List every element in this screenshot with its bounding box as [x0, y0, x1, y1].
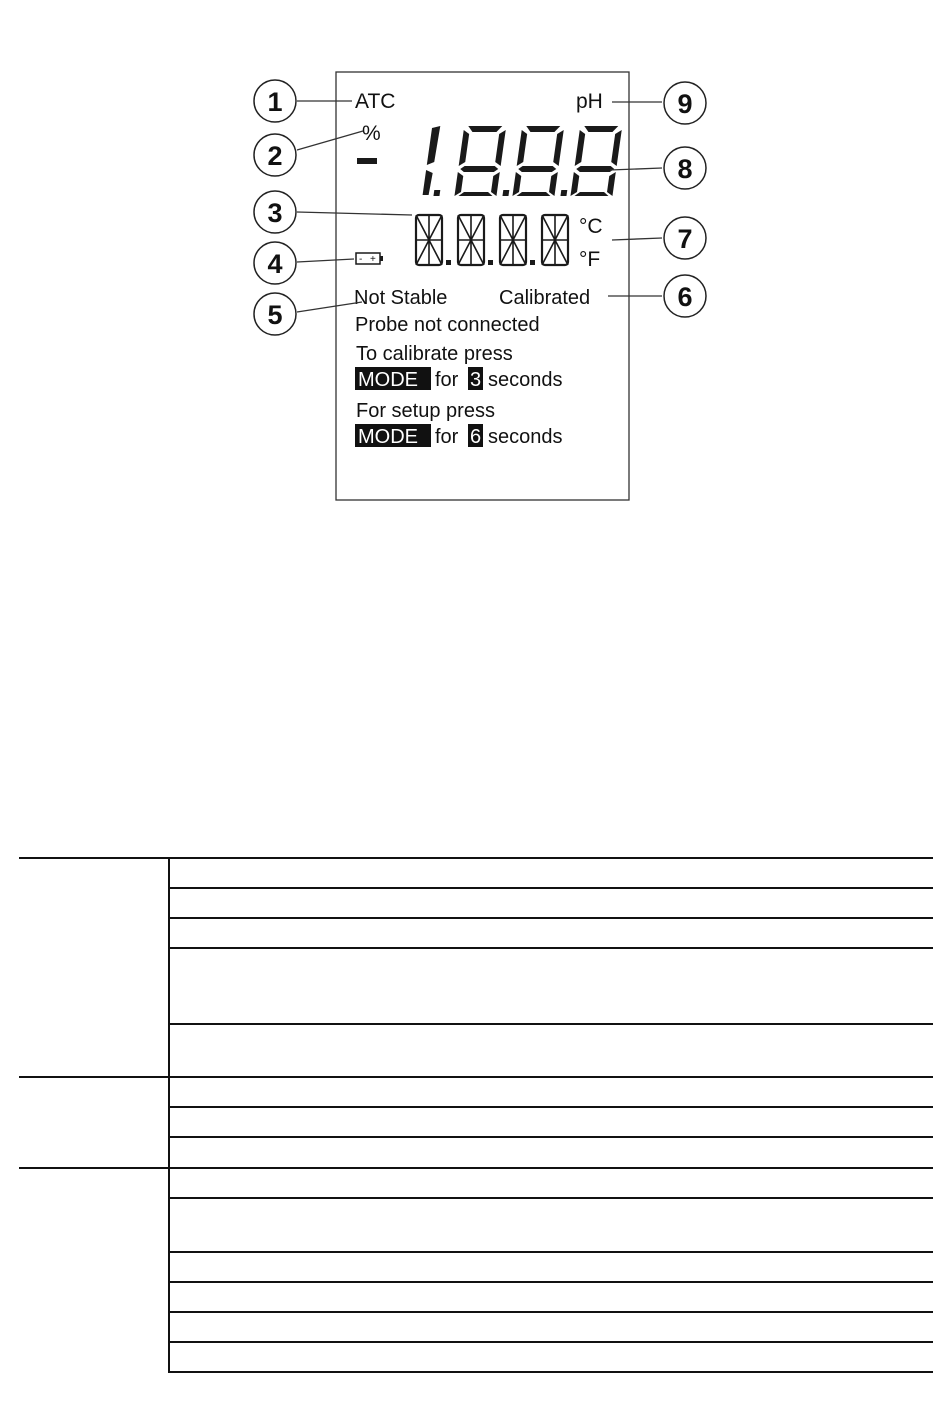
- table-cell: [169, 1077, 933, 1107]
- table-cell: [169, 918, 933, 948]
- callout-6-number: 6: [677, 282, 693, 312]
- callout-9-number: 9: [677, 89, 693, 119]
- callout-5: [254, 293, 296, 335]
- secondary-digit-1: [416, 215, 451, 265]
- table-row: [19, 1168, 933, 1198]
- battery-plus: +: [370, 254, 376, 265]
- secondary-digit-2: [458, 215, 493, 265]
- minus-sign: [357, 158, 377, 164]
- battery-minus: -: [359, 254, 363, 265]
- table-cell: [169, 888, 933, 918]
- calibrate-for: for: [435, 369, 459, 391]
- primary-digit-4: [570, 126, 622, 196]
- primary-reading: [422, 126, 622, 196]
- ph-unit-indicator: pH: [576, 90, 603, 113]
- fahrenheit-indicator: °F: [579, 248, 601, 271]
- primary-digit-2: [454, 126, 518, 196]
- calibrate-instruction: To calibrate press: [356, 343, 513, 365]
- calibrate-seconds-label: seconds: [488, 369, 563, 391]
- table-cell: [169, 1024, 933, 1077]
- callout-4-number: 4: [267, 249, 283, 279]
- callout-5-number: 5: [267, 300, 283, 330]
- callout-4: [254, 242, 296, 284]
- callout-9: [664, 82, 706, 124]
- callout-2-number: 2: [267, 141, 283, 171]
- callout-8: [664, 147, 706, 189]
- table-cell: [169, 1137, 933, 1168]
- callout-7-number: 7: [677, 224, 693, 254]
- secondary-digit-3: [500, 215, 535, 265]
- group-label-1: [19, 858, 169, 1077]
- setup-mode-key: MODE: [358, 426, 418, 448]
- calibrated-indicator: Calibrated: [499, 287, 591, 309]
- legend-table: [19, 857, 933, 1373]
- table-cell: [169, 948, 933, 1024]
- calibrate-mode-key: MODE: [358, 369, 418, 391]
- callout-8-number: 8: [677, 154, 693, 184]
- table-row: [19, 858, 933, 888]
- group-label-3: [19, 1168, 169, 1372]
- primary-digit-3: [512, 126, 576, 196]
- callout-1: [254, 80, 296, 122]
- callout-6: [664, 275, 706, 317]
- atc-indicator: ATC: [355, 90, 396, 113]
- callout-3: [254, 191, 296, 233]
- table-cell: [169, 1282, 933, 1312]
- callout-7: [664, 217, 706, 259]
- primary-digit-1: [422, 126, 449, 196]
- setup-seconds-value: 6: [470, 426, 482, 448]
- legend-table-grid: [19, 857, 933, 1373]
- callout-1-number: 1: [267, 87, 283, 117]
- secondary-digit-4: [542, 215, 568, 265]
- setup-instruction: For setup press: [356, 400, 495, 422]
- callout-2: [254, 134, 296, 176]
- callout-leaders: [297, 101, 662, 312]
- battery-icon: [356, 253, 383, 265]
- celsius-indicator: °C: [579, 215, 603, 238]
- table-cell: [169, 858, 933, 888]
- secondary-reading: [416, 215, 568, 265]
- table-cell: [169, 1312, 933, 1342]
- callout-3-number: 3: [267, 198, 283, 228]
- table-row: [19, 1077, 933, 1107]
- group-label-2: [19, 1077, 169, 1168]
- not-stable-indicator: Not Stable: [354, 287, 448, 309]
- calibrate-seconds-value: 3: [470, 369, 482, 391]
- table-cell: [169, 1252, 933, 1282]
- table-cell: [169, 1168, 933, 1198]
- table-cell: [169, 1342, 933, 1372]
- table-cell: [169, 1198, 933, 1252]
- setup-seconds-label: seconds: [488, 426, 563, 448]
- table-cell: [169, 1107, 933, 1137]
- setup-for: for: [435, 426, 459, 448]
- percent-indicator: %: [362, 122, 381, 145]
- probe-message: Probe not connected: [355, 314, 540, 336]
